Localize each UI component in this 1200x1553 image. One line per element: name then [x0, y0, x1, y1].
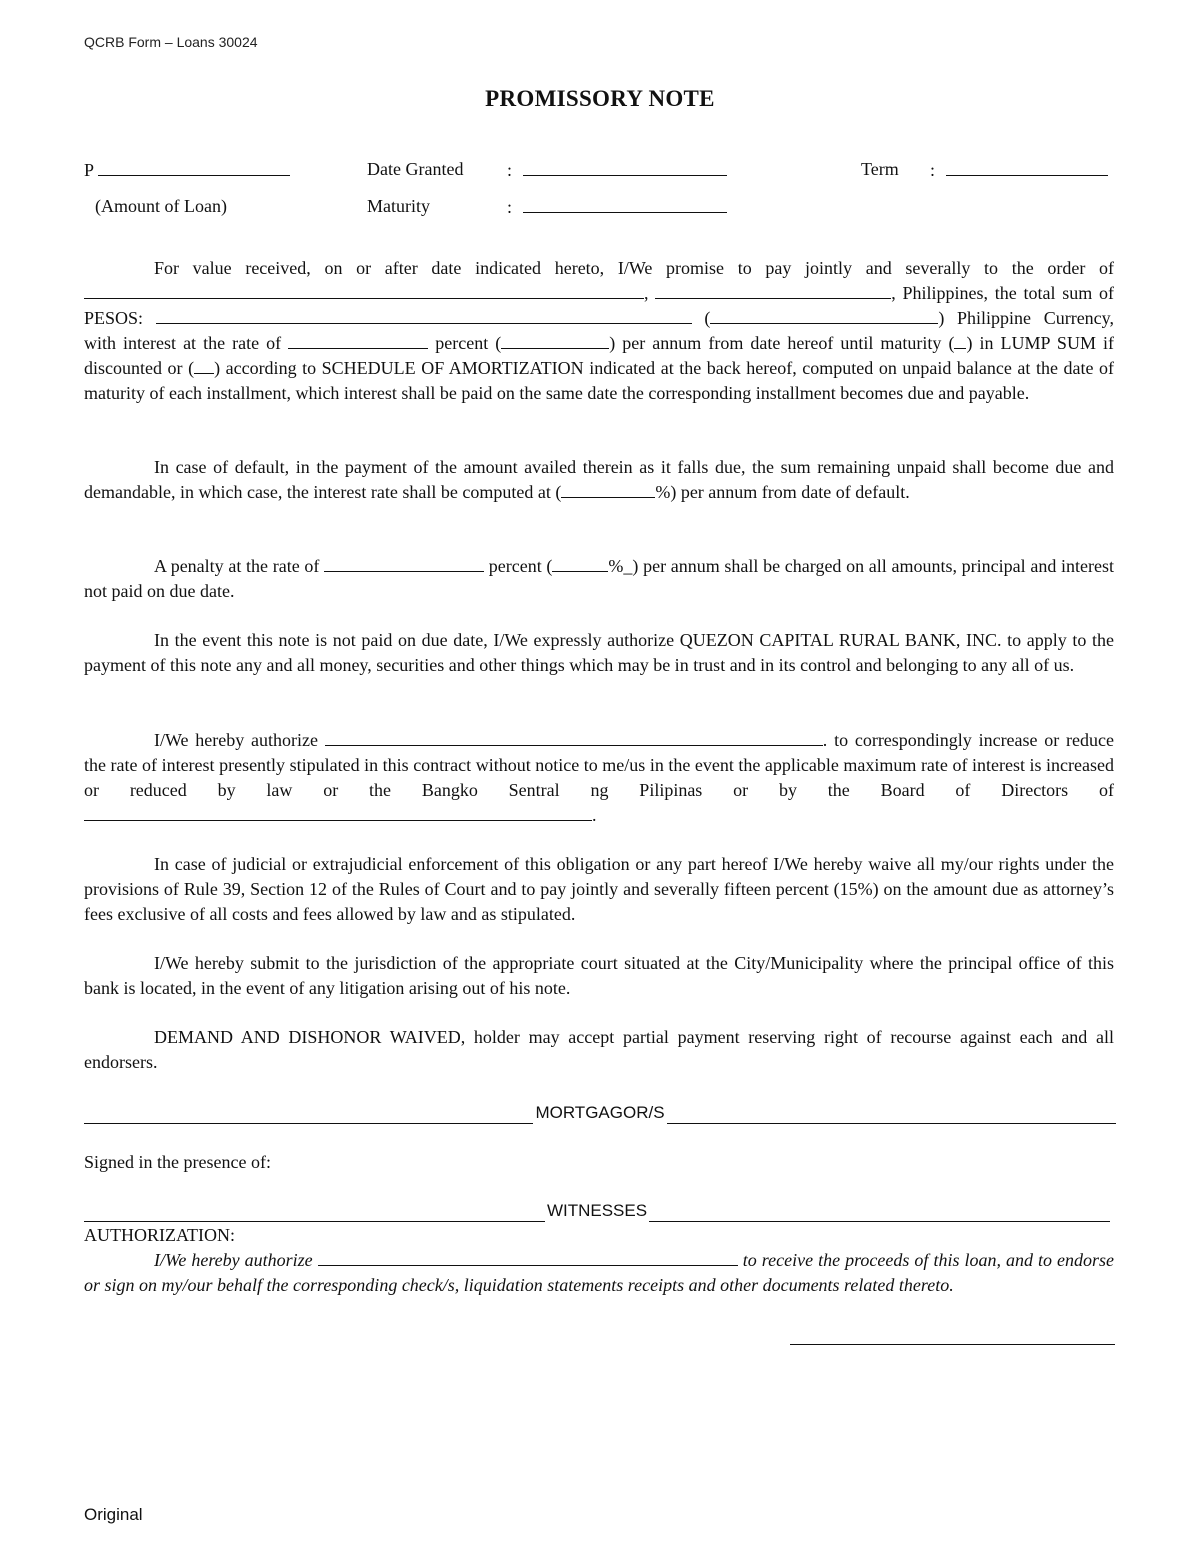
term-label: Term: [861, 159, 899, 179]
maturity-blank[interactable]: [523, 194, 727, 213]
witnesses-label: WITNESSES: [546, 1201, 648, 1220]
paragraph-value-received: For value received, on or after date indicated hereto, I/We promise to pay jointly and severally to the order of , , Philippines, the total sum of PESOS: ( ) Philippine Currency, with interest at the rate of percent ( ) per annum from date hereof until maturity ( ) in LUMP SUM if discounted or ( ) according to SCHEDULE OF AMORTIZATION indicated at the back hereof, computed on unpaid balance at the date of maturity of each installment, which interest shall be paid on the same date the corresponding installment becomes due and payable.: [84, 258, 1115, 403]
board-of-directors-blank[interactable]: [84, 803, 592, 821]
amortization-check[interactable]: [194, 356, 214, 374]
date-granted-field: [507, 157, 727, 183]
pesos-figures-blank[interactable]: [710, 306, 938, 324]
term-field: [930, 157, 1108, 183]
place-blank[interactable]: [655, 281, 891, 299]
penalty-rate-figures-blank[interactable]: [552, 554, 608, 572]
default-rate-blank[interactable]: [561, 480, 655, 498]
copy-label: Original: [84, 1505, 143, 1524]
pesos-words-blank[interactable]: [156, 306, 692, 324]
mortgagor-signature-line-left[interactable]: [84, 1103, 533, 1124]
paragraph-enforcement: In case of judicial or extrajudicial enforcement of this obligation or any part hereof I/We hereby waive all my/our rights under the provisions of Rule 39, Section 12 of the Rules of Court and to pay jointly and severally fifteen percent (15%) on the amount due as attorney’s fees exclusive of all costs and fees allowed by law and as stipulated.: [84, 854, 1114, 924]
signed-presence-label: Signed in the presence of:: [84, 1152, 271, 1172]
mortgagors-label: MORTGAGOR/S: [535, 1103, 665, 1122]
amount-blank[interactable]: [98, 157, 290, 176]
term-blank[interactable]: [946, 157, 1108, 176]
amount-caption: (Amount of Loan): [95, 196, 227, 216]
colon: :: [930, 160, 936, 180]
colon: :: [507, 197, 513, 217]
document-title: PROMISSORY NOTE: [485, 86, 715, 111]
maturity-field: [507, 194, 727, 220]
paragraph-demand-waived: DEMAND AND DISHONOR WAIVED, holder may accept partial payment reserving right of recourse against each and all endorsers.: [84, 1027, 1114, 1072]
penalty-rate-words-blank[interactable]: [324, 554, 484, 572]
witness-signature-line-right[interactable]: [649, 1201, 1110, 1222]
lump-sum-check[interactable]: [954, 331, 966, 349]
authorized-receiver-blank[interactable]: [318, 1248, 738, 1266]
date-granted-label: Date Granted: [367, 159, 464, 179]
authorization-paragraph: I/We hereby authorize to receive the proceeds of this loan, and to endorse or sign on my/our behalf the corresponding check/s, liquidation statements receipts and other documents related thereto.: [84, 1250, 1115, 1295]
payee-blank[interactable]: [84, 281, 644, 299]
mortgagor-signature-line-right[interactable]: [667, 1103, 1116, 1124]
witness-signature-line-left[interactable]: [84, 1201, 545, 1222]
paragraph-authorize-bank: In the event this note is not paid on due date, I/We expressly authorize QUEZON CAPITAL RURAL BANK, INC. to apply to the payment of this note any and all money, securities and other things which may be in trust and in its control and belonging to any all of us.: [84, 630, 1114, 675]
interest-rate-words-blank[interactable]: [288, 331, 428, 349]
paragraph-jurisdiction: I/We hereby submit to the jurisdiction of the appropriate court situated at the City/Municipality where the principal office of this bank is located, in the event of any litigation arising out of his note.: [84, 953, 1114, 998]
interest-rate-figures-blank[interactable]: [501, 331, 609, 349]
witnesses-signature-row: [84, 1198, 1110, 1222]
authorized-party-blank[interactable]: [325, 728, 823, 746]
colon: :: [507, 160, 513, 180]
form-code: QCRB Form – Loans 30024: [84, 34, 258, 50]
amount-field: [84, 157, 290, 183]
amount-prefix: P: [84, 160, 94, 180]
paragraph-interest-adjust: I/We hereby authorize . to correspondingly increase or reduce the rate of interest presently stipulated in this contract without notice to me/us in the event the applicable maximum rate of interest is increased or reduced by law or the Bangko Sentral ng Pilipinas or by the Board of Directors of .: [84, 730, 1115, 825]
authorization-heading: AUTHORIZATION:: [84, 1225, 235, 1245]
mortgagors-signature-row: [84, 1100, 1116, 1124]
paragraph-penalty: A penalty at the rate of percent ( %_) per annum shall be charged on all amounts, principal and interest not paid on due date.: [84, 556, 1114, 601]
paragraph-default: In case of default, in the payment of the amount availed therein as it falls due, the sum remaining unpaid shall become due and demandable, in which case, the interest rate shall be computed at ( %) per annum from date of default.: [84, 457, 1114, 502]
authorization-signature-line[interactable]: [790, 1326, 1115, 1345]
date-granted-blank[interactable]: [523, 157, 727, 176]
maturity-label: Maturity: [367, 196, 430, 216]
